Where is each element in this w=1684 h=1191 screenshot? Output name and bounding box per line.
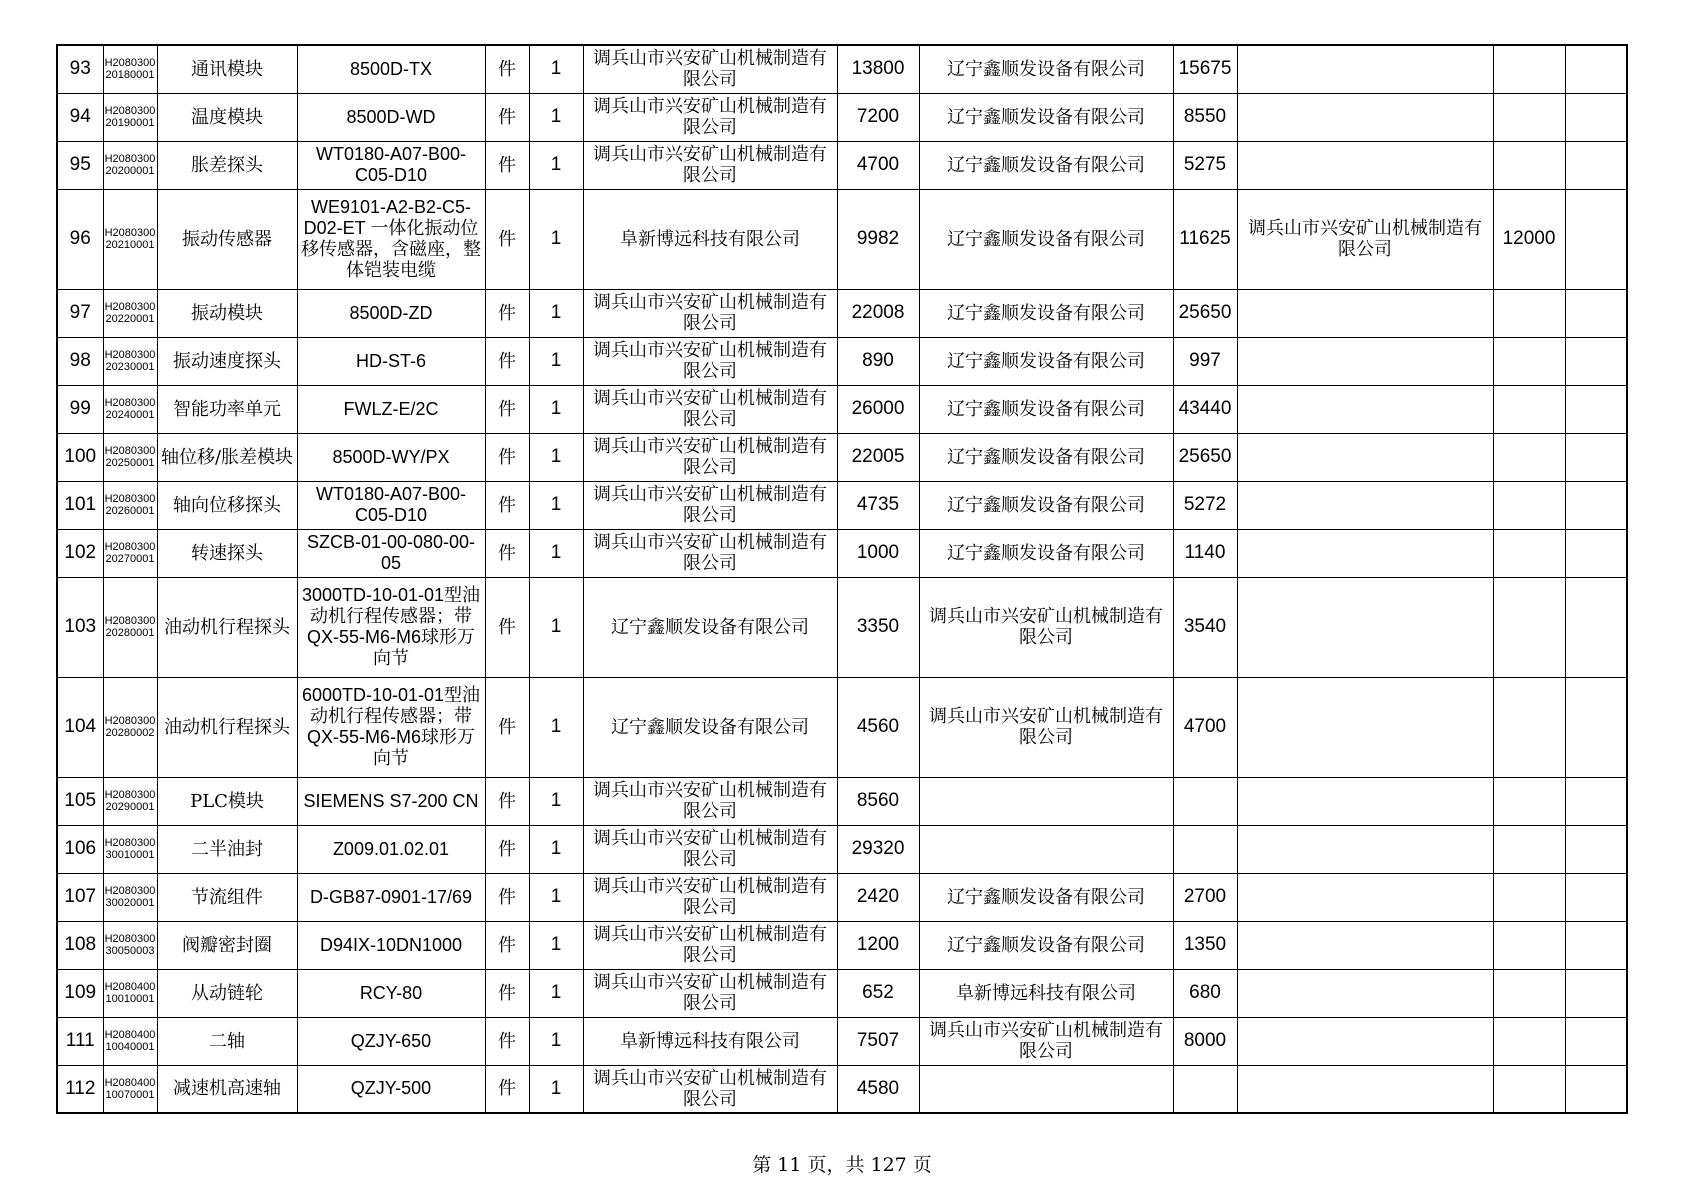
material-code: H208030020220001	[103, 289, 157, 337]
row-number: 109	[57, 969, 103, 1017]
unit: 件	[485, 93, 529, 141]
quantity: 1	[529, 93, 583, 141]
supplier-2: 辽宁鑫顺发设备有限公司	[919, 921, 1173, 969]
item-name: 胀差探头	[157, 141, 297, 189]
price-3	[1493, 921, 1565, 969]
remark	[1565, 777, 1627, 825]
supplier-1: 调兵山市兴安矿山机械制造有限公司	[583, 873, 837, 921]
supplier-3	[1237, 93, 1493, 141]
supplier-2: 阜新博远科技有限公司	[919, 969, 1173, 1017]
unit: 件	[485, 337, 529, 385]
quantity: 1	[529, 969, 583, 1017]
supplier-2: 辽宁鑫顺发设备有限公司	[919, 141, 1173, 189]
supplier-1: 调兵山市兴安矿山机械制造有限公司	[583, 969, 837, 1017]
price-3	[1493, 289, 1565, 337]
supplier-2: 辽宁鑫顺发设备有限公司	[919, 45, 1173, 93]
remark	[1565, 289, 1627, 337]
row-number: 104	[57, 677, 103, 777]
price-3	[1493, 1017, 1565, 1065]
price-2: 4700	[1173, 677, 1237, 777]
remark	[1565, 433, 1627, 481]
price-3	[1493, 969, 1565, 1017]
item-name: 温度模块	[157, 93, 297, 141]
supplier-2: 辽宁鑫顺发设备有限公司	[919, 289, 1173, 337]
table-row	[57, 433, 1627, 481]
unit: 件	[485, 433, 529, 481]
table-row	[57, 337, 1627, 385]
item-name: 转速探头	[157, 529, 297, 577]
table-row	[57, 777, 1627, 825]
item-spec: WT0180-A07-B00-C05-D10	[297, 481, 485, 529]
price-2: 997	[1173, 337, 1237, 385]
row-number: 94	[57, 93, 103, 141]
price-2	[1173, 777, 1237, 825]
supplier-1: 阜新博远科技有限公司	[583, 189, 837, 289]
price-1: 13800	[837, 45, 919, 93]
supplier-3	[1237, 529, 1493, 577]
item-spec: WE9101-A2-B2-C5-D02-ET 一体化振动位移传感器，含磁座，整体铠装电缆	[297, 189, 485, 289]
supplier-2: 辽宁鑫顺发设备有限公司	[919, 189, 1173, 289]
quantity: 1	[529, 777, 583, 825]
unit: 件	[485, 141, 529, 189]
quantity: 1	[529, 529, 583, 577]
row-number: 112	[57, 1065, 103, 1113]
price-2: 1140	[1173, 529, 1237, 577]
supplier-3	[1237, 677, 1493, 777]
supplier-1: 调兵山市兴安矿山机械制造有限公司	[583, 45, 837, 93]
supplier-3	[1237, 45, 1493, 93]
supplier-3	[1237, 1065, 1493, 1113]
remark	[1565, 141, 1627, 189]
row-number: 107	[57, 873, 103, 921]
supplier-1: 辽宁鑫顺发设备有限公司	[583, 577, 837, 677]
material-code: H208030020270001	[103, 529, 157, 577]
row-number: 99	[57, 385, 103, 433]
price-2	[1173, 825, 1237, 873]
material-code: H208030020280002	[103, 677, 157, 777]
row-number: 111	[57, 1017, 103, 1065]
price-2: 43440	[1173, 385, 1237, 433]
remark	[1565, 529, 1627, 577]
table-row	[57, 873, 1627, 921]
supplier-3	[1237, 921, 1493, 969]
item-name: 从动链轮	[157, 969, 297, 1017]
item-name: 轴位移/胀差模块	[157, 433, 297, 481]
supplier-3	[1237, 289, 1493, 337]
row-number: 108	[57, 921, 103, 969]
remark	[1565, 825, 1627, 873]
page-footer: 第 11 页，共 127 页	[752, 1154, 932, 1176]
remark	[1565, 677, 1627, 777]
supplier-2: 辽宁鑫顺发设备有限公司	[919, 93, 1173, 141]
material-code: H208030030020001	[103, 873, 157, 921]
table-row	[57, 921, 1627, 969]
table-row	[57, 385, 1627, 433]
table-row	[57, 93, 1627, 141]
price-3	[1493, 1065, 1565, 1113]
remark	[1565, 337, 1627, 385]
supplier-3	[1237, 825, 1493, 873]
price-1: 7507	[837, 1017, 919, 1065]
table-row	[57, 1017, 1627, 1065]
supplier-2: 辽宁鑫顺发设备有限公司	[919, 529, 1173, 577]
row-number: 93	[57, 45, 103, 93]
material-code: H208030020260001	[103, 481, 157, 529]
unit: 件	[485, 825, 529, 873]
unit: 件	[485, 921, 529, 969]
unit: 件	[485, 1065, 529, 1113]
row-number: 101	[57, 481, 103, 529]
item-name: 二半油封	[157, 825, 297, 873]
price-1: 22008	[837, 289, 919, 337]
price-3	[1493, 93, 1565, 141]
supplier-3	[1237, 969, 1493, 1017]
remark	[1565, 481, 1627, 529]
material-code: H208030020240001	[103, 385, 157, 433]
quantity: 1	[529, 873, 583, 921]
item-name: 二轴	[157, 1017, 297, 1065]
item-spec: D94IX-10DN1000	[297, 921, 485, 969]
unit: 件	[485, 45, 529, 93]
price-2: 1350	[1173, 921, 1237, 969]
item-spec: WT0180-A07-B00-C05-D10	[297, 141, 485, 189]
material-code: H208030020230001	[103, 337, 157, 385]
quantity: 1	[529, 189, 583, 289]
quantity: 1	[529, 1017, 583, 1065]
table-row	[57, 677, 1627, 777]
material-code: H208040010040001	[103, 1017, 157, 1065]
price-2: 8550	[1173, 93, 1237, 141]
material-code: H208040010010001	[103, 969, 157, 1017]
supplier-1: 调兵山市兴安矿山机械制造有限公司	[583, 93, 837, 141]
price-2: 15675	[1173, 45, 1237, 93]
supplier-3	[1237, 577, 1493, 677]
quantity: 1	[529, 45, 583, 93]
item-name: 振动模块	[157, 289, 297, 337]
unit: 件	[485, 969, 529, 1017]
item-name: 智能功率单元	[157, 385, 297, 433]
supplier-3	[1237, 337, 1493, 385]
quantity: 1	[529, 577, 583, 677]
price-1: 4735	[837, 481, 919, 529]
item-spec: HD-ST-6	[297, 337, 485, 385]
price-3	[1493, 385, 1565, 433]
price-3	[1493, 529, 1565, 577]
remark	[1565, 969, 1627, 1017]
price-1: 2420	[837, 873, 919, 921]
quantity: 1	[529, 1065, 583, 1113]
supplier-2: 调兵山市兴安矿山机械制造有限公司	[919, 1017, 1173, 1065]
unit: 件	[485, 529, 529, 577]
material-code: H208030020290001	[103, 777, 157, 825]
remark	[1565, 921, 1627, 969]
row-number: 103	[57, 577, 103, 677]
quantity: 1	[529, 825, 583, 873]
supplier-3	[1237, 141, 1493, 189]
price-1: 4580	[837, 1065, 919, 1113]
unit: 件	[485, 289, 529, 337]
supplier-1: 调兵山市兴安矿山机械制造有限公司	[583, 777, 837, 825]
material-code: H208030020250001	[103, 433, 157, 481]
item-spec: SZCB-01-00-080-00-05	[297, 529, 485, 577]
supplier-2: 辽宁鑫顺发设备有限公司	[919, 337, 1173, 385]
price-2: 680	[1173, 969, 1237, 1017]
price-2: 25650	[1173, 433, 1237, 481]
item-name: 通讯模块	[157, 45, 297, 93]
price-1: 4560	[837, 677, 919, 777]
unit: 件	[485, 677, 529, 777]
item-spec: 8500D-TX	[297, 45, 485, 93]
supplier-1: 调兵山市兴安矿山机械制造有限公司	[583, 921, 837, 969]
material-code: H208030020180001	[103, 45, 157, 93]
material-code: H208030020200001	[103, 141, 157, 189]
supplier-3: 调兵山市兴安矿山机械制造有限公司	[1237, 189, 1493, 289]
table-row	[57, 825, 1627, 873]
price-1: 1200	[837, 921, 919, 969]
quantity: 1	[529, 481, 583, 529]
supplier-1: 调兵山市兴安矿山机械制造有限公司	[583, 141, 837, 189]
table-row	[57, 289, 1627, 337]
item-spec: RCY-80	[297, 969, 485, 1017]
supplier-2	[919, 1065, 1173, 1113]
remark	[1565, 577, 1627, 677]
supplier-2: 调兵山市兴安矿山机械制造有限公司	[919, 577, 1173, 677]
unit: 件	[485, 1017, 529, 1065]
price-2: 3540	[1173, 577, 1237, 677]
price-1: 652	[837, 969, 919, 1017]
unit: 件	[485, 189, 529, 289]
supplier-2: 辽宁鑫顺发设备有限公司	[919, 385, 1173, 433]
table-row	[57, 1065, 1627, 1113]
supplier-2: 辽宁鑫顺发设备有限公司	[919, 873, 1173, 921]
price-2: 8000	[1173, 1017, 1237, 1065]
procurement-table	[56, 44, 1628, 1114]
row-number: 100	[57, 433, 103, 481]
item-name: 油动机行程探头	[157, 577, 297, 677]
supplier-2: 调兵山市兴安矿山机械制造有限公司	[919, 677, 1173, 777]
item-name: 减速机高速轴	[157, 1065, 297, 1113]
price-1: 7200	[837, 93, 919, 141]
table-row	[57, 481, 1627, 529]
item-name: 振动传感器	[157, 189, 297, 289]
quantity: 1	[529, 385, 583, 433]
material-code: H208040010070001	[103, 1065, 157, 1113]
item-name: PLC模块	[157, 777, 297, 825]
supplier-2: 辽宁鑫顺发设备有限公司	[919, 433, 1173, 481]
price-3	[1493, 677, 1565, 777]
price-3	[1493, 873, 1565, 921]
price-1: 29320	[837, 825, 919, 873]
item-name: 节流组件	[157, 873, 297, 921]
price-2: 11625	[1173, 189, 1237, 289]
row-number: 95	[57, 141, 103, 189]
item-name: 振动速度探头	[157, 337, 297, 385]
material-code: H208030020280001	[103, 577, 157, 677]
price-2: 5275	[1173, 141, 1237, 189]
material-code: H208030030010001	[103, 825, 157, 873]
supplier-1: 辽宁鑫顺发设备有限公司	[583, 677, 837, 777]
supplier-3	[1237, 1017, 1493, 1065]
price-2: 25650	[1173, 289, 1237, 337]
supplier-1: 调兵山市兴安矿山机械制造有限公司	[583, 825, 837, 873]
material-code: H208030020190001	[103, 93, 157, 141]
item-spec: 8500D-WD	[297, 93, 485, 141]
price-3: 12000	[1493, 189, 1565, 289]
price-2: 5272	[1173, 481, 1237, 529]
item-spec: 6000TD-10-01-01型油动机行程传感器；带QX-55-M6-M6球形万向节	[297, 677, 485, 777]
quantity: 1	[529, 433, 583, 481]
unit: 件	[485, 577, 529, 677]
item-spec: 3000TD-10-01-01型油动机行程传感器；带QX-55-M6-M6球形万向节	[297, 577, 485, 677]
item-spec: Z009.01.02.01	[297, 825, 485, 873]
material-code: H208030030050003	[103, 921, 157, 969]
price-3	[1493, 433, 1565, 481]
row-number: 96	[57, 189, 103, 289]
item-spec: SIEMENS S7-200 CN	[297, 777, 485, 825]
table-row	[57, 45, 1627, 93]
supplier-3	[1237, 481, 1493, 529]
unit: 件	[485, 777, 529, 825]
supplier-2: 辽宁鑫顺发设备有限公司	[919, 481, 1173, 529]
price-3	[1493, 337, 1565, 385]
table-row	[57, 141, 1627, 189]
price-3	[1493, 577, 1565, 677]
remark	[1565, 873, 1627, 921]
item-spec: 8500D-ZD	[297, 289, 485, 337]
quantity: 1	[529, 289, 583, 337]
item-spec: FWLZ-E/2C	[297, 385, 485, 433]
quantity: 1	[529, 337, 583, 385]
table-row	[57, 969, 1627, 1017]
table-row	[57, 529, 1627, 577]
item-spec: D-GB87-0901-17/69	[297, 873, 485, 921]
price-3	[1493, 825, 1565, 873]
price-1: 8560	[837, 777, 919, 825]
remark	[1565, 45, 1627, 93]
price-1: 1000	[837, 529, 919, 577]
supplier-1: 调兵山市兴安矿山机械制造有限公司	[583, 433, 837, 481]
supplier-1: 调兵山市兴安矿山机械制造有限公司	[583, 337, 837, 385]
price-2	[1173, 1065, 1237, 1113]
quantity: 1	[529, 677, 583, 777]
unit: 件	[485, 873, 529, 921]
supplier-3	[1237, 777, 1493, 825]
supplier-1: 调兵山市兴安矿山机械制造有限公司	[583, 385, 837, 433]
quantity: 1	[529, 141, 583, 189]
item-spec: QZJY-650	[297, 1017, 485, 1065]
item-name: 油动机行程探头	[157, 677, 297, 777]
table-row	[57, 577, 1627, 677]
supplier-3	[1237, 873, 1493, 921]
supplier-1: 调兵山市兴安矿山机械制造有限公司	[583, 481, 837, 529]
table-row	[57, 189, 1627, 289]
remark	[1565, 385, 1627, 433]
unit: 件	[485, 481, 529, 529]
price-1: 4700	[837, 141, 919, 189]
supplier-1: 调兵山市兴安矿山机械制造有限公司	[583, 529, 837, 577]
price-1: 9982	[837, 189, 919, 289]
supplier-3	[1237, 385, 1493, 433]
price-3	[1493, 481, 1565, 529]
row-number: 106	[57, 825, 103, 873]
remark	[1565, 1017, 1627, 1065]
row-number: 97	[57, 289, 103, 337]
supplier-1: 阜新博远科技有限公司	[583, 1017, 837, 1065]
price-1: 890	[837, 337, 919, 385]
quantity: 1	[529, 921, 583, 969]
supplier-2	[919, 825, 1173, 873]
remark	[1565, 1065, 1627, 1113]
supplier-1: 调兵山市兴安矿山机械制造有限公司	[583, 289, 837, 337]
supplier-1: 调兵山市兴安矿山机械制造有限公司	[583, 1065, 837, 1113]
row-number: 102	[57, 529, 103, 577]
item-name: 轴向位移探头	[157, 481, 297, 529]
price-1: 26000	[837, 385, 919, 433]
unit: 件	[485, 385, 529, 433]
price-1: 22005	[837, 433, 919, 481]
price-3	[1493, 45, 1565, 93]
price-1: 3350	[837, 577, 919, 677]
price-2: 2700	[1173, 873, 1237, 921]
item-spec: QZJY-500	[297, 1065, 485, 1113]
item-name: 阀瓣密封圈	[157, 921, 297, 969]
supplier-2	[919, 777, 1173, 825]
item-spec: 8500D-WY/PX	[297, 433, 485, 481]
remark	[1565, 93, 1627, 141]
price-3	[1493, 777, 1565, 825]
supplier-3	[1237, 433, 1493, 481]
row-number: 105	[57, 777, 103, 825]
remark	[1565, 189, 1627, 289]
price-3	[1493, 141, 1565, 189]
material-code: H208030020210001	[103, 189, 157, 289]
row-number: 98	[57, 337, 103, 385]
